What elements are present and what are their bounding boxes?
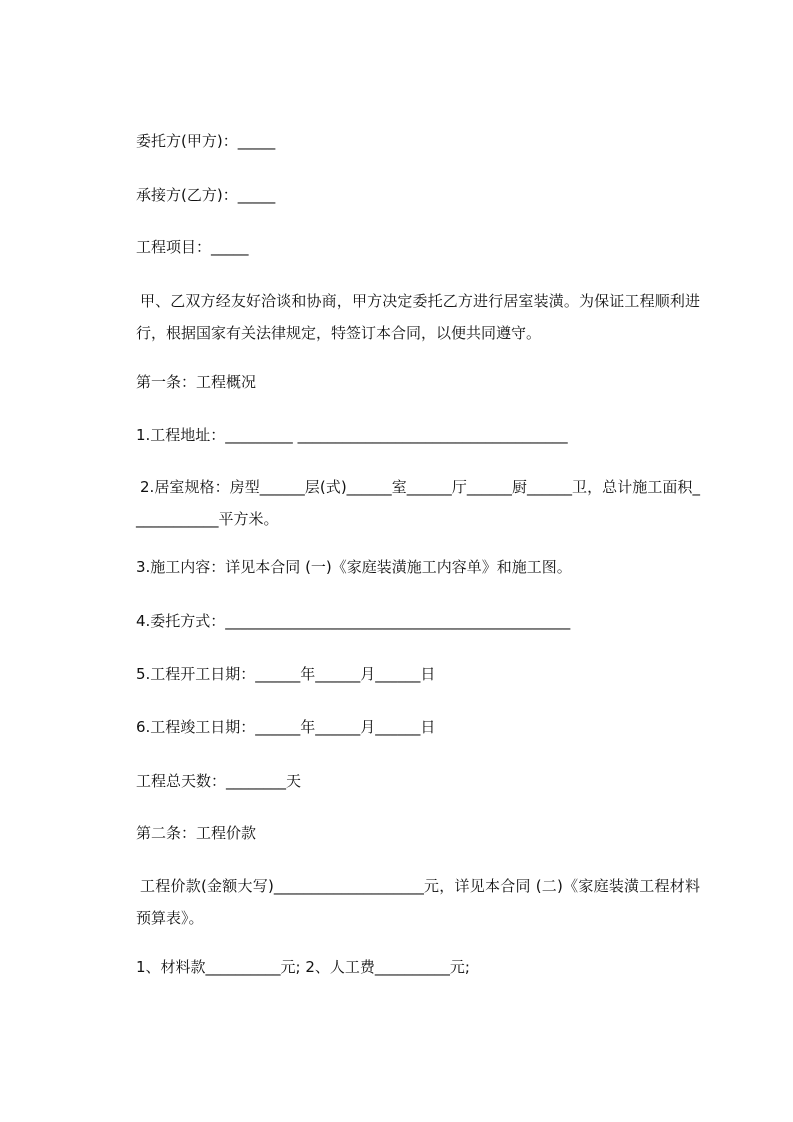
start-date-line: 5.工程开工日期：______年______月______日 [136, 665, 436, 683]
price-paragraph: 工程价款(金额大写)____________________元，详见本合同 (二)《家庭装潢工程材料预算表》。 [136, 877, 700, 927]
client-party-line: 委托方(甲方)：_____ [136, 132, 276, 150]
total-days-line: 工程总天数：________天 [136, 772, 302, 790]
project-address-line: 1.工程地址：_________ ____________________________________ [136, 426, 568, 444]
room-spec-paragraph: 2.居室规格：房型______层(式)______室______厅______厨______卫，总计施工面积____________平方米。 [136, 478, 700, 528]
commission-method-line: 4.委托方式：______________________________________________ [136, 612, 571, 630]
fees-line: 1、材料款__________元; 2、人工费__________元; [136, 958, 470, 976]
article-1-heading: 第一条：工程概况 [136, 373, 257, 391]
construction-content-line: 3.施工内容：详见本合同 (一)《家庭装潢施工内容单》和施工图。 [136, 558, 572, 576]
contractor-party-line: 承接方(乙方)：_____ [136, 186, 276, 204]
project-name-line: 工程项目：_____ [136, 238, 249, 256]
completion-date-line: 6.工程竣工日期：______年______月______日 [136, 718, 436, 736]
preamble-paragraph: 甲、乙双方经友好洽谈和协商，甲方决定委托乙方进行居室装潢。为保证工程顺利进行，根据国家有关法律规定，特签订本合同，以便共同遵守。 [136, 292, 700, 342]
article-2-heading: 第二条：工程价款 [136, 824, 257, 842]
